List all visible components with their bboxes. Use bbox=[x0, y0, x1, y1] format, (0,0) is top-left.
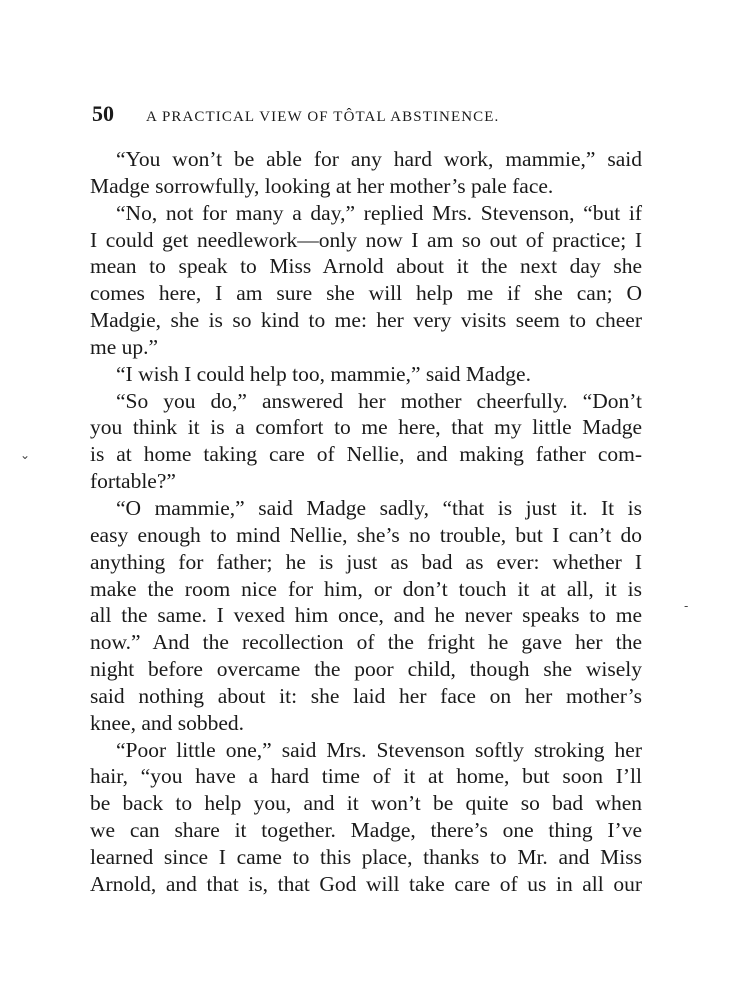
text-line: Madgie, she is so kind to me: her very visits seem to cheer bbox=[90, 308, 642, 333]
text-line: night before overcame the poor child, though she wisely bbox=[90, 657, 642, 682]
text-line: “No, not for many a day,” replied Mrs. Stevenson, “but if bbox=[116, 200, 642, 225]
page-number: 50 bbox=[92, 101, 114, 126]
text-line: “O mammie,” said Madge sadly, “that is just it. It is bbox=[116, 495, 642, 520]
text-line: anything for father; he is just as bad as ever: whether I bbox=[90, 549, 642, 574]
text-line: comes here, I am sure she will help me if she can; O bbox=[90, 281, 642, 306]
text-line: now.” And the recollection of the fright he gave her the bbox=[90, 630, 642, 655]
text-line: said nothing about it: she laid her face on her mother’s bbox=[90, 683, 642, 708]
running-title: A PRACTICAL VIEW OF TÔTAL ABSTINENCE. bbox=[146, 109, 500, 125]
body-text bbox=[90, 146, 642, 898]
text-line: be back to help you, and it won’t be quite so bad when bbox=[90, 791, 642, 816]
text-line: fortable?” bbox=[90, 469, 176, 494]
text-line: all the same. I vexed him once, and he never speaks to me bbox=[90, 603, 642, 628]
text-line: “You won’t be able for any hard work, mammie,” said bbox=[116, 147, 642, 171]
text-line: Madge sorrowfully, looking at her mother’s pale face. bbox=[90, 173, 554, 198]
margin-speck: ‐ bbox=[684, 599, 689, 613]
text-line: you think it is a comfort to me here, that my little Madge bbox=[90, 415, 642, 440]
text-line: hair, “you have a hard time of it at home, but soon I’ll bbox=[90, 764, 642, 789]
text-line: mean to speak to Miss Arnold about it the next day she bbox=[90, 254, 642, 279]
text-line: Arnold, and that is, that God will take care of us in all our bbox=[90, 871, 642, 896]
text-line: “So you do,” answered her mother cheerfully. “Don’t bbox=[116, 388, 642, 413]
text-line: me up.” bbox=[90, 334, 159, 359]
running-head bbox=[92, 101, 570, 129]
text-line: “I wish I could help too, mammie,” said Madge. bbox=[116, 361, 531, 386]
text-line: I could get needlework—only now I am so out of practice; I bbox=[90, 227, 642, 252]
text-line: make the room nice for him, or don’t touch it at all, it is bbox=[90, 576, 642, 601]
text-line: is at home taking care of Nellie, and making father com- bbox=[90, 442, 642, 467]
text-line: we can share it together. Madge, there’s one thing I’ve bbox=[90, 818, 642, 843]
margin-speck: ⌄ bbox=[20, 448, 31, 462]
text-line: “Poor little one,” said Mrs. Stevenson softly stroking her bbox=[116, 737, 642, 762]
text-line: knee, and sobbed. bbox=[90, 710, 245, 735]
text-line: learned since I came to this place, thanks to Mr. and Miss bbox=[90, 844, 642, 869]
text-line: easy enough to mind Nellie, she’s no trouble, but I can’t do bbox=[90, 522, 642, 547]
